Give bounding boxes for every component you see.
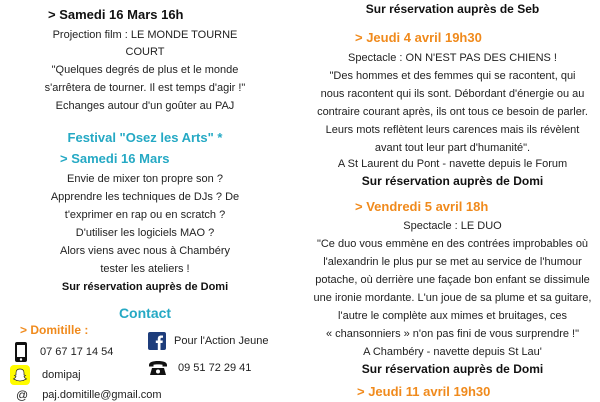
- vendredi5-line-5: une ironie mordante. L'un joue de sa plume et sa guitare,: [313, 292, 592, 304]
- contact-snapchat[interactable]: domipaj: [42, 369, 81, 381]
- jeudi4-reservation: Sur réservation auprès de Domi: [361, 174, 544, 188]
- contact-phone-row: [14, 342, 113, 362]
- jeudi4-line-7: A St Laurent du Pont - navette depuis le Forum: [337, 158, 568, 170]
- jeudi4-line-3: nous racontent qui ils sont. Débordant d'énergie ou au: [320, 88, 585, 100]
- phone-icon: [14, 342, 28, 362]
- event1-line-5: Echanges autour d'un goûter au PAJ: [55, 100, 235, 112]
- festival-line-6: tester les ateliers !: [100, 263, 190, 275]
- jeudi4-date: > Jeudi 4 avril 19h30: [355, 30, 482, 45]
- contact-email[interactable]: paj.domitille@gmail.com: [42, 389, 162, 401]
- jeudi4-line-5: Leurs mots reflètent leurs carences mais ils révèlent: [325, 124, 580, 136]
- festival-reservation: Sur réservation auprès de Domi: [61, 281, 229, 293]
- vendredi5-line-3: l'alexandrin le plus pur se met au service de l'humour: [323, 256, 582, 268]
- event1-line-2: COURT: [125, 46, 165, 58]
- event1-date: > Samedi 16 Mars 16h: [48, 7, 184, 22]
- festival-date: > Samedi 16 Mars: [60, 151, 170, 166]
- jeudi4-line-6: avant tout leur part d'humanité".: [374, 142, 531, 154]
- snapchat-icon: [10, 365, 30, 385]
- telephone-icon: [148, 360, 168, 376]
- vendredi5-line-6: l'autre le complète aux mimes et bruitages, ces: [338, 310, 567, 322]
- contact-facebook-row: [148, 332, 268, 350]
- contact-landline-row: [148, 360, 251, 376]
- jeudi4-line-1: Spectacle : ON N'EST PAS DES CHIENS !: [348, 52, 557, 64]
- festival-line-4: D'utiliser les logiciels MAO ?: [75, 227, 215, 239]
- vendredi5-line-4: potache, où derrière une façade bon enfant se dissimule: [315, 274, 590, 286]
- event1-line-1: Projection film : LE MONDE TOURNE: [52, 29, 238, 41]
- contact-landline[interactable]: 09 51 72 29 41: [178, 362, 252, 374]
- vendredi5-line-8: A Chambéry - navette depuis St Lau': [363, 346, 542, 358]
- vendredi5-date: > Vendredi 5 avril 18h: [355, 199, 489, 214]
- contact-person: > Domitille :: [20, 323, 89, 337]
- jeudi11-date: > Jeudi 11 avril 19h30: [357, 384, 491, 399]
- vendredi5-reservation: Sur réservation auprès de Domi: [361, 362, 544, 376]
- contact-snapchat-row: [10, 365, 81, 385]
- top-reservation: Sur réservation auprès de Seb: [365, 2, 540, 16]
- event1-line-3: "Quelques degrés de plus et le monde: [51, 64, 239, 76]
- jeudi4-line-4: contraire courant après, ils ont tous ce besoin de parler.: [317, 106, 588, 118]
- contact-title: Contact: [118, 305, 172, 321]
- vendredi5-line-2: "Ce duo vous emmène en des contrées improbables où: [316, 238, 589, 250]
- vendredi5-line-1: Spectacle : LE DUO: [403, 220, 502, 232]
- festival-line-1: Envie de mixer ton propre son ?: [67, 173, 223, 185]
- festival-title: Festival "Osez les Arts" *: [67, 130, 223, 145]
- jeudi4-line-2: "Des hommes et des femmes qui se racontent, qui: [329, 70, 576, 82]
- contact-facebook[interactable]: Pour l'Action Jeune: [174, 335, 269, 347]
- festival-line-5: Alors viens avec nous à Chambéry: [60, 245, 230, 257]
- email-icon: @: [16, 388, 29, 402]
- event1-line-4: s'arrêtera de tourner. Il est temps d'agir !": [44, 82, 246, 94]
- contact-phone[interactable]: 07 67 17 14 54: [40, 346, 114, 358]
- festival-line-3: t'exprimer en rap ou en scratch ?: [64, 209, 226, 221]
- vendredi5-line-7: « chansonniers » n'on pas fini de vous surprendre !": [325, 328, 580, 340]
- festival-line-2: Apprendre les techniques de DJs ? De: [50, 191, 240, 203]
- facebook-icon: [148, 332, 166, 350]
